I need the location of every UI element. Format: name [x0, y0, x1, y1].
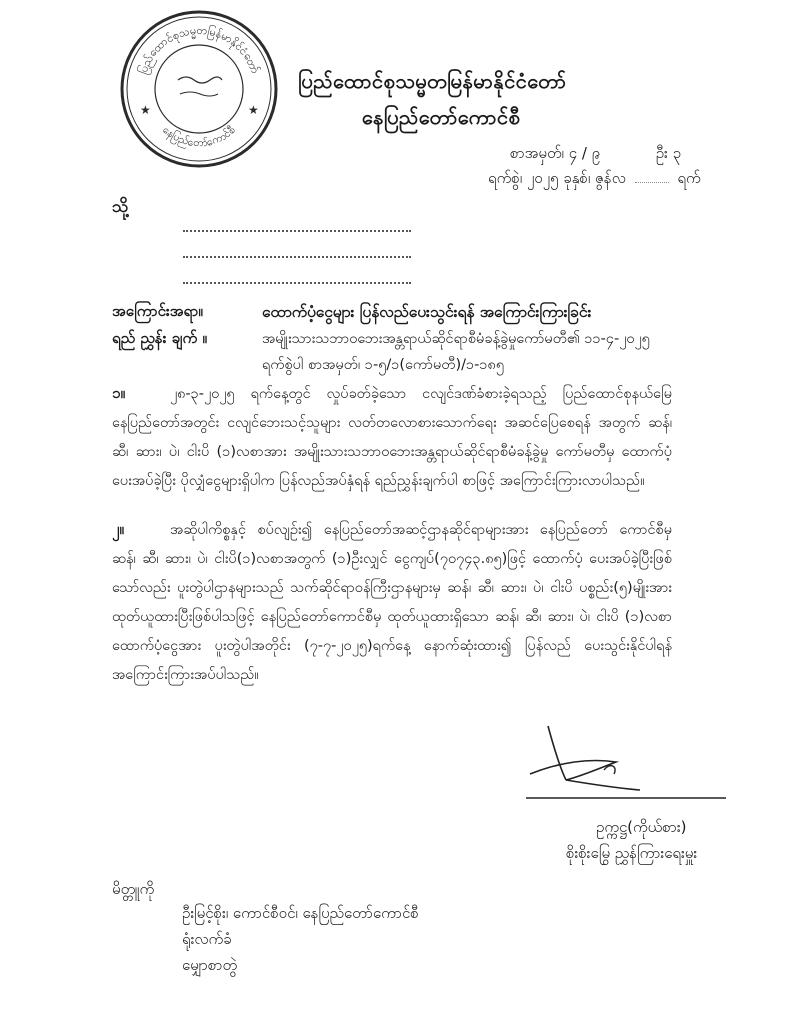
subject-label: အကြောင်းအရာ။ — [112, 302, 203, 320]
organization-name: ပြည်ထောင်စုသမ္မတမြန်မာနိုင်ငံတော် — [298, 69, 567, 93]
reference-label: ရည် ညွှန်း ချက် ။ — [112, 329, 207, 347]
paragraph-2-number: ၂။ — [112, 520, 124, 538]
seal-star-right-icon: ★ — [248, 103, 259, 117]
letter-number-line — [510, 144, 681, 166]
reference-line-2: ရက်စွဲပါ စာအမှတ်၊ ၁-၅/၁(ကော်မတီ)/၁-၁၈၅ — [262, 357, 504, 373]
seal-star-left-icon: ★ — [140, 103, 151, 117]
cc-label: မိတ္တူကို — [112, 880, 155, 898]
office-name: နေပြည်တော်ကောင်စီ — [362, 105, 521, 129]
reference-line-1: အမျိုးသားသဘာဝဘေးအန္တရာယ်ဆိုင်ရာစီမံခန့်ခွဲမှုကော်မတီ၏ ၁၁-၄-၂၀၂၅ — [262, 331, 650, 347]
recipient-blank-line-2 — [183, 256, 411, 258]
svg-text:နေပြည်တော်ကောင်စီ — [159, 123, 238, 149]
date-day-blank — [635, 182, 669, 183]
handwritten-signature-icon — [520, 718, 730, 808]
paragraph-1: ၂၈-၃-၂၀၂၅ ရက်နေ့တွင် လှုပ်ခတ်ခဲ့သော ငလျင်ဒဏ်ခံစားခဲ့ရသည့် ပြည်ထောင်စုနယ်မြေ နေပြည်တော်အတွင်း ငလျင်ဘေးသင့်သူများ လတ်တလောစားသောက်ရေး အဆင်ပြေစေရန် အတွက် ဆန်၊ ဆီ၊ ဆား၊ ပဲ၊ ငါးပိ (၁)လစာအား အမျိုးသားသဘာဝဘေးအန္တရာယ်ဆိုင်ရာစီမံခန့်ခွဲမှု ကော်မတီမှ ထောက်ပံ့ပေးအပ်ခဲ့ပြီး ပိုလျှံငွေများရှိပါက ပြန်လည်အပ်နှံရန် ရည်ညွှန်းချက်ပါ စာဖြင့် အကြောင်းကြားလာပါသည်။ — [112, 386, 672, 489]
seal-outer-text: ပြည်ထောင်စုသမ္မတမြန်မာနိုင်ငံတော် — [136, 23, 263, 76]
official-seal-icon — [118, 8, 280, 170]
cc-item: မျှောစာတွဲ — [182, 956, 238, 974]
cc-item: ဦးမြင့်စိုး၊ ကောင်စီဝင်၊ နေပြည်တော်ကောင်စီ — [182, 904, 419, 922]
letter-number: စာအမှတ်၊ ၄ / ၉ — [510, 144, 601, 162]
signer-title: စိုးစိုးမြွေ ညွှန်ကြားရေးမှူး — [566, 844, 698, 862]
recipient-blank-line-1 — [183, 230, 411, 232]
cc-item: ရုံးလက်ခံ — [182, 930, 232, 948]
paragraph-1-number: ၁။ — [112, 384, 125, 402]
subject-text: ထောက်ပံ့ငွေများ ပြန်လည်ပေးသွင်းရန် အကြောင်းကြားခြင်း — [262, 303, 592, 321]
date-suffix: ရက် — [677, 169, 701, 187]
unit-code: ဦး ၃ — [655, 144, 682, 162]
date-prefix: ရက်စွဲ၊ ၂၀၂၅ ခုနှစ်၊ ဇွန်လ — [488, 169, 626, 187]
recipient-blank-line-3 — [183, 282, 411, 284]
date-line — [488, 169, 701, 191]
to-label: သို့ — [112, 197, 129, 217]
seal-inner-text: နေပြည်တော်ကောင်စီ — [160, 123, 238, 150]
signer-name: ဥက္ကဋ္ဌ(ကိုယ်စား) — [596, 818, 687, 836]
paragraph-2: အဆိုပါကိစ္စနှင့် စပ်လျဉ်း၍ နေပြည်တော်အဆင့်ဌာနဆိုင်ရာများအား နေပြည်တော် ကောင်စီမှ ဆန်၊ ဆီ၊ ဆား၊ ပဲ၊ ငါးပိ(၁)လစာအတွက် (၁)ဦးလျှင် ငွေကျပ်(၇၀၇၄၃.၈၅)ဖြင့် ထောက်ပံ့ ပေးအပ်ခဲ့ပြီးဖြစ်သော်လည်း ပူးတွဲပါဌာနများသည် သက်ဆိုင်ရာဝန်ကြီးဌာနများမှ ဆန်၊ ဆီ၊ ဆား၊ ပဲ၊ ငါးပိ ပစ္စည်း(၅)မျိုးအား ထုတ်ယူထားပြီးဖြစ်ပါသဖြင့် နေပြည်တော်ကောင်စီမှ ထုတ်ယူထားရှိသော ဆန်၊ ဆီ၊ ဆား၊ ပဲ၊ ငါးပိ (၁)လစာ ထောက်ပံ့ငွေအား ပူးတွဲပါအတိုင်း (၇-၇-၂၀၂၅)ရက်နေ့ နောက်ဆုံးထား၍ ပြန်လည် ပေးသွင်းနိုင်ပါရန် အကြောင်းကြားအပ်ပါသည်။ — [112, 522, 672, 683]
